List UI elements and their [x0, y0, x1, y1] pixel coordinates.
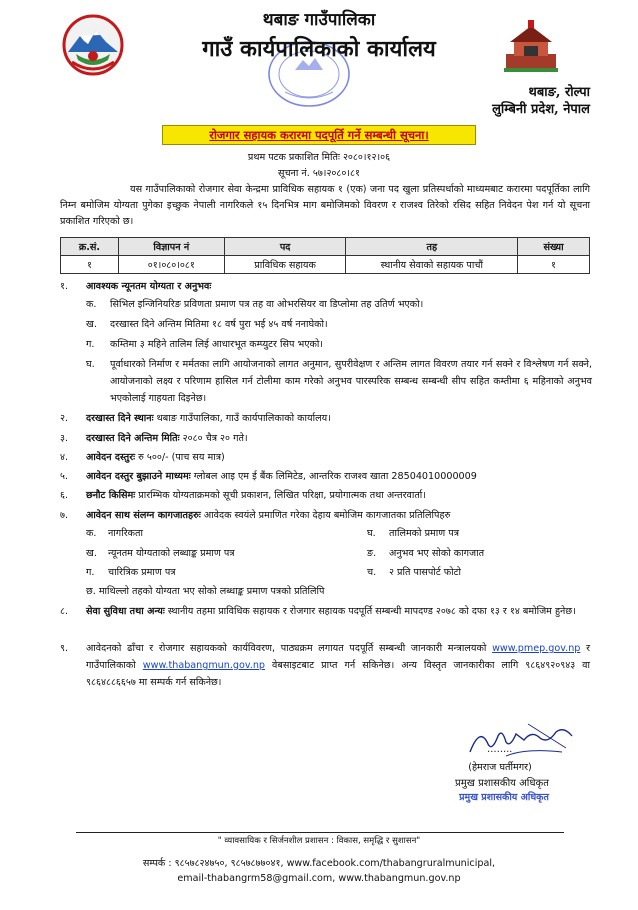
section-text: वेबसाइटबाट प्राप्त गर्न सकिनेछ। अन्य विस्तृत जानकारीका लागि ९८६४९२०९४३ वा ९८६४८८६६५७ मा सम्पर्क गर्न सकिनेछ। [86, 660, 590, 688]
list-item [86, 526, 143, 539]
footer-divider [76, 832, 564, 833]
item-number: ख. [86, 319, 97, 330]
address-line-1: थबाङ, रोल्पा [528, 85, 590, 100]
item-number: ग. [86, 339, 95, 350]
section-number: ८. [60, 606, 69, 617]
stamp-text: प्रमुख प्रशासकीय अधिकृत [459, 792, 549, 803]
item-text: तालिमको प्रमाण पत्र [389, 528, 459, 539]
item-number: घ. [367, 528, 376, 539]
footer-slogan: " व्यावसायिक र सिर्जनशील प्रशासन : विकास, समृद्धि र सुशासन" [217, 836, 421, 846]
address-line-2: लुम्बिनी प्रदेश, नेपाल [492, 102, 590, 117]
footer-contact-2: email-thabangrm58@gmail.com, www.thabangmun.gov.np [177, 873, 461, 884]
published-date: प्रथम पटक प्रकाशित मितिः २०८०।१२।०६ [247, 152, 391, 163]
signatory-name: (हेमराज घर्तीमगर) [468, 762, 532, 773]
section-label: सेवा सुविधा तथा अन्यः [86, 606, 165, 617]
section-2 [60, 410, 590, 427]
title-stamp-icon [442, 787, 566, 805]
section-label: दरखास्त दिने अन्तिम मितिः [86, 433, 180, 444]
section-text: स्थानीय तहमा प्राविधिक सहायक र रोजगार सहायक पदपूर्ति सम्बन्धी मापदण्ड २०७८ को दफा १३ र १४ बमोजिम हुनेछ। [164, 606, 576, 617]
section-text: प्रारम्भिक योग्यताक्रमको सूची प्रकाशन, लिखित परिक्षा, प्रयोगात्मक तथा अन्तरवार्ता। [135, 490, 426, 501]
section-number: ३. [60, 433, 69, 444]
office-name: गाउँ कार्यपालिकाको कार्यालय [202, 36, 436, 62]
pmep-link[interactable]: www.pmep.gov.np [492, 643, 581, 654]
section-number: २. [60, 413, 69, 424]
section-8 [60, 603, 590, 639]
list-item [367, 565, 461, 578]
item-text: चारित्रिक प्रमाण पत्र [108, 567, 176, 578]
item-text: पूर्वाधारको निर्माण र मर्मतका लागि आयोजनाको लागत अनुमान, सुपरीवेक्षण र अन्तिम लागत विवरण तयार गर्न सक्ने र विश्लेषण गर्न सक्ने, आयोजनाको लक्ष्य र परिणाम हासिल गर्न टोलीमा काम गरेको अनुभव पारस्परिक सम्बन्ध सम्बन्धी सीप सहित कम्तीमा ६ महिनाको अनुभव भएकोलाई गाहयता दिइनेछ। [110, 359, 592, 404]
item-number: क. [86, 528, 97, 539]
item-number: ङ. [367, 548, 377, 559]
item-text: अनुभव भए सोको कागजात [389, 548, 485, 559]
section-text: २०८० चैत्र २० गते। [179, 433, 248, 444]
section-4 [60, 449, 590, 466]
section-text: आवेदनको ढाँचा र रोजगार सहायकको कार्यविवरण, पाठ्यक्रम लगायत पदपूर्ति सम्बन्धी जानकारी मन्त्रालयको [86, 643, 487, 654]
item-text: २ प्रति पासपोर्ट फोटो [389, 567, 461, 578]
table-cell: १ [518, 256, 590, 274]
section-number: १. [60, 281, 69, 292]
item-number: ख. [86, 548, 97, 559]
section-number: ४. [60, 452, 69, 463]
section-number: ७. [60, 510, 69, 521]
item-number: घ. [86, 359, 95, 370]
list-item [367, 526, 459, 539]
item-number: च. [367, 567, 377, 578]
table-header-row [61, 238, 590, 256]
item-text: नागरिकता [108, 528, 143, 539]
section-label: आवेदन दस्तुर बुझाउने माध्यमः [86, 471, 191, 482]
signature-dots: …….. [487, 744, 513, 755]
item-text: न्यूनतम योग्यताको लब्धाङ्क प्रमाण पत्र [108, 548, 235, 559]
list-item [86, 296, 592, 313]
item-text: कम्तिमा ३ महिने तालिम लिई आधारभूत कम्प्युटर सिप भएको। [110, 339, 323, 350]
section-label: छनौट किसिमः [86, 490, 136, 501]
signatory-title: प्रमुख प्रशासकीय अधिकृत [455, 778, 549, 789]
section-label: आवेदन दस्तुरः [86, 452, 136, 463]
section-text: रु ५००/- (पाच सय मात्र) [135, 452, 225, 463]
list-item [86, 316, 592, 333]
table-cell: ०१।०८०।०८१ [118, 256, 224, 274]
notice-title: रोजगार सहायक करारमा पदपूर्ति गर्ने सम्बन्धी सूचना। [162, 125, 476, 145]
section-number: ९. [60, 643, 69, 654]
item-text: दरखास्त दिने अन्तिम मितिमा १८ वर्ष पुरा भई ४५ वर्ष ननाघेको। [110, 319, 328, 330]
item-text: सिभिल इन्जिनियरिङ प्रविणता प्रमाण पत्र तह वा ओभरसियर वा डिप्लोमा तह उतिर्ण भएको। [110, 299, 424, 310]
list-item [86, 336, 592, 353]
table-header-cell: संख्या [518, 238, 590, 256]
section-1 [60, 278, 590, 295]
list-item [86, 546, 235, 559]
section-6 [60, 487, 590, 504]
section-3 [60, 430, 590, 447]
section-number: ५. [60, 471, 69, 482]
table-row [61, 256, 590, 274]
thabangmun-link[interactable]: www.thabangmun.gov.np [142, 660, 266, 671]
section-label: दरखास्त दिने स्थानः [86, 413, 154, 424]
list-item [86, 356, 592, 410]
list-item: छ. माथिल्लो तहको योग्यता भए सोको लब्धाङ्क प्रमाण पत्रको प्रतिलिपि [86, 586, 325, 597]
section-text: ग्लोबल आइ एम ई बैंक लिमिटेड, आन्तरिक राजश्व खाता 28504010000009 [190, 471, 477, 482]
section-number: ६. [60, 490, 69, 501]
section-9 [60, 640, 590, 694]
section-text: र गाउँपालिकाको [86, 643, 590, 671]
table-cell: स्थानीय सेवाको सहायक पाचौं [346, 256, 518, 274]
table-cell: प्राविधिक सहायक [224, 256, 346, 274]
table-header-cell: पद [224, 238, 346, 256]
table-header-cell: क्र.सं. [61, 238, 119, 256]
footer-contact-1: सम्पर्क : ९८५७८२४७५०, ९८५७८७७०४१, www.facebook.com/thabangruralmunicipal, [142, 858, 496, 869]
section-text: थबाङ गाउँपालिका, गाउँ कार्यपालिकाको कार्यालय। [153, 413, 331, 424]
section-7 [60, 507, 590, 524]
section-label: आवेदन साथ संलग्न कागजातहरुः [86, 510, 201, 521]
item-number: क. [86, 299, 97, 310]
table-header-cell: विज्ञापन नं [118, 238, 224, 256]
item-number: ग. [86, 567, 95, 578]
section-text: आवेदक स्वयंले प्रमाणित गरेका देहाय बमोजिम कागजातका प्रतिलिपिहरु [200, 510, 451, 521]
section-label: आवश्यक न्यूनतम योग्यता र अनुभवः [86, 281, 212, 292]
vacancy-table [60, 237, 590, 274]
org-name: थबाङ गाउँपालिका [262, 10, 376, 30]
list-item [367, 546, 484, 559]
list-item [86, 565, 176, 578]
table-header-cell: तह [346, 238, 518, 256]
intro-paragraph: यस गाउँपालिकाको रोजगार सेवा केन्द्रमा प्राविधिक सहायक १ (एक) जना पद खुला प्रतिस्पर्धाको माध्यमबाट करारमा पदपूर्तिका लागि निम्न बमोजिम योग्यता पुगेका इच्छुक नेपाली नागरिकले १५ दिनभित्र माग बमोजिमको विवरण र राजश्व तिरेको रसिद सहित निवेदन पेश गर्न यो सूचना प्रकाशित गरिएको छ। [60, 184, 590, 227]
notice-number: सूचना नं. ५७।२०८०।८१ [277, 168, 361, 179]
table-cell: १ [61, 256, 119, 274]
letterhead [0, 0, 638, 118]
handwritten-signature-icon [466, 718, 578, 760]
section-5 [60, 468, 590, 485]
